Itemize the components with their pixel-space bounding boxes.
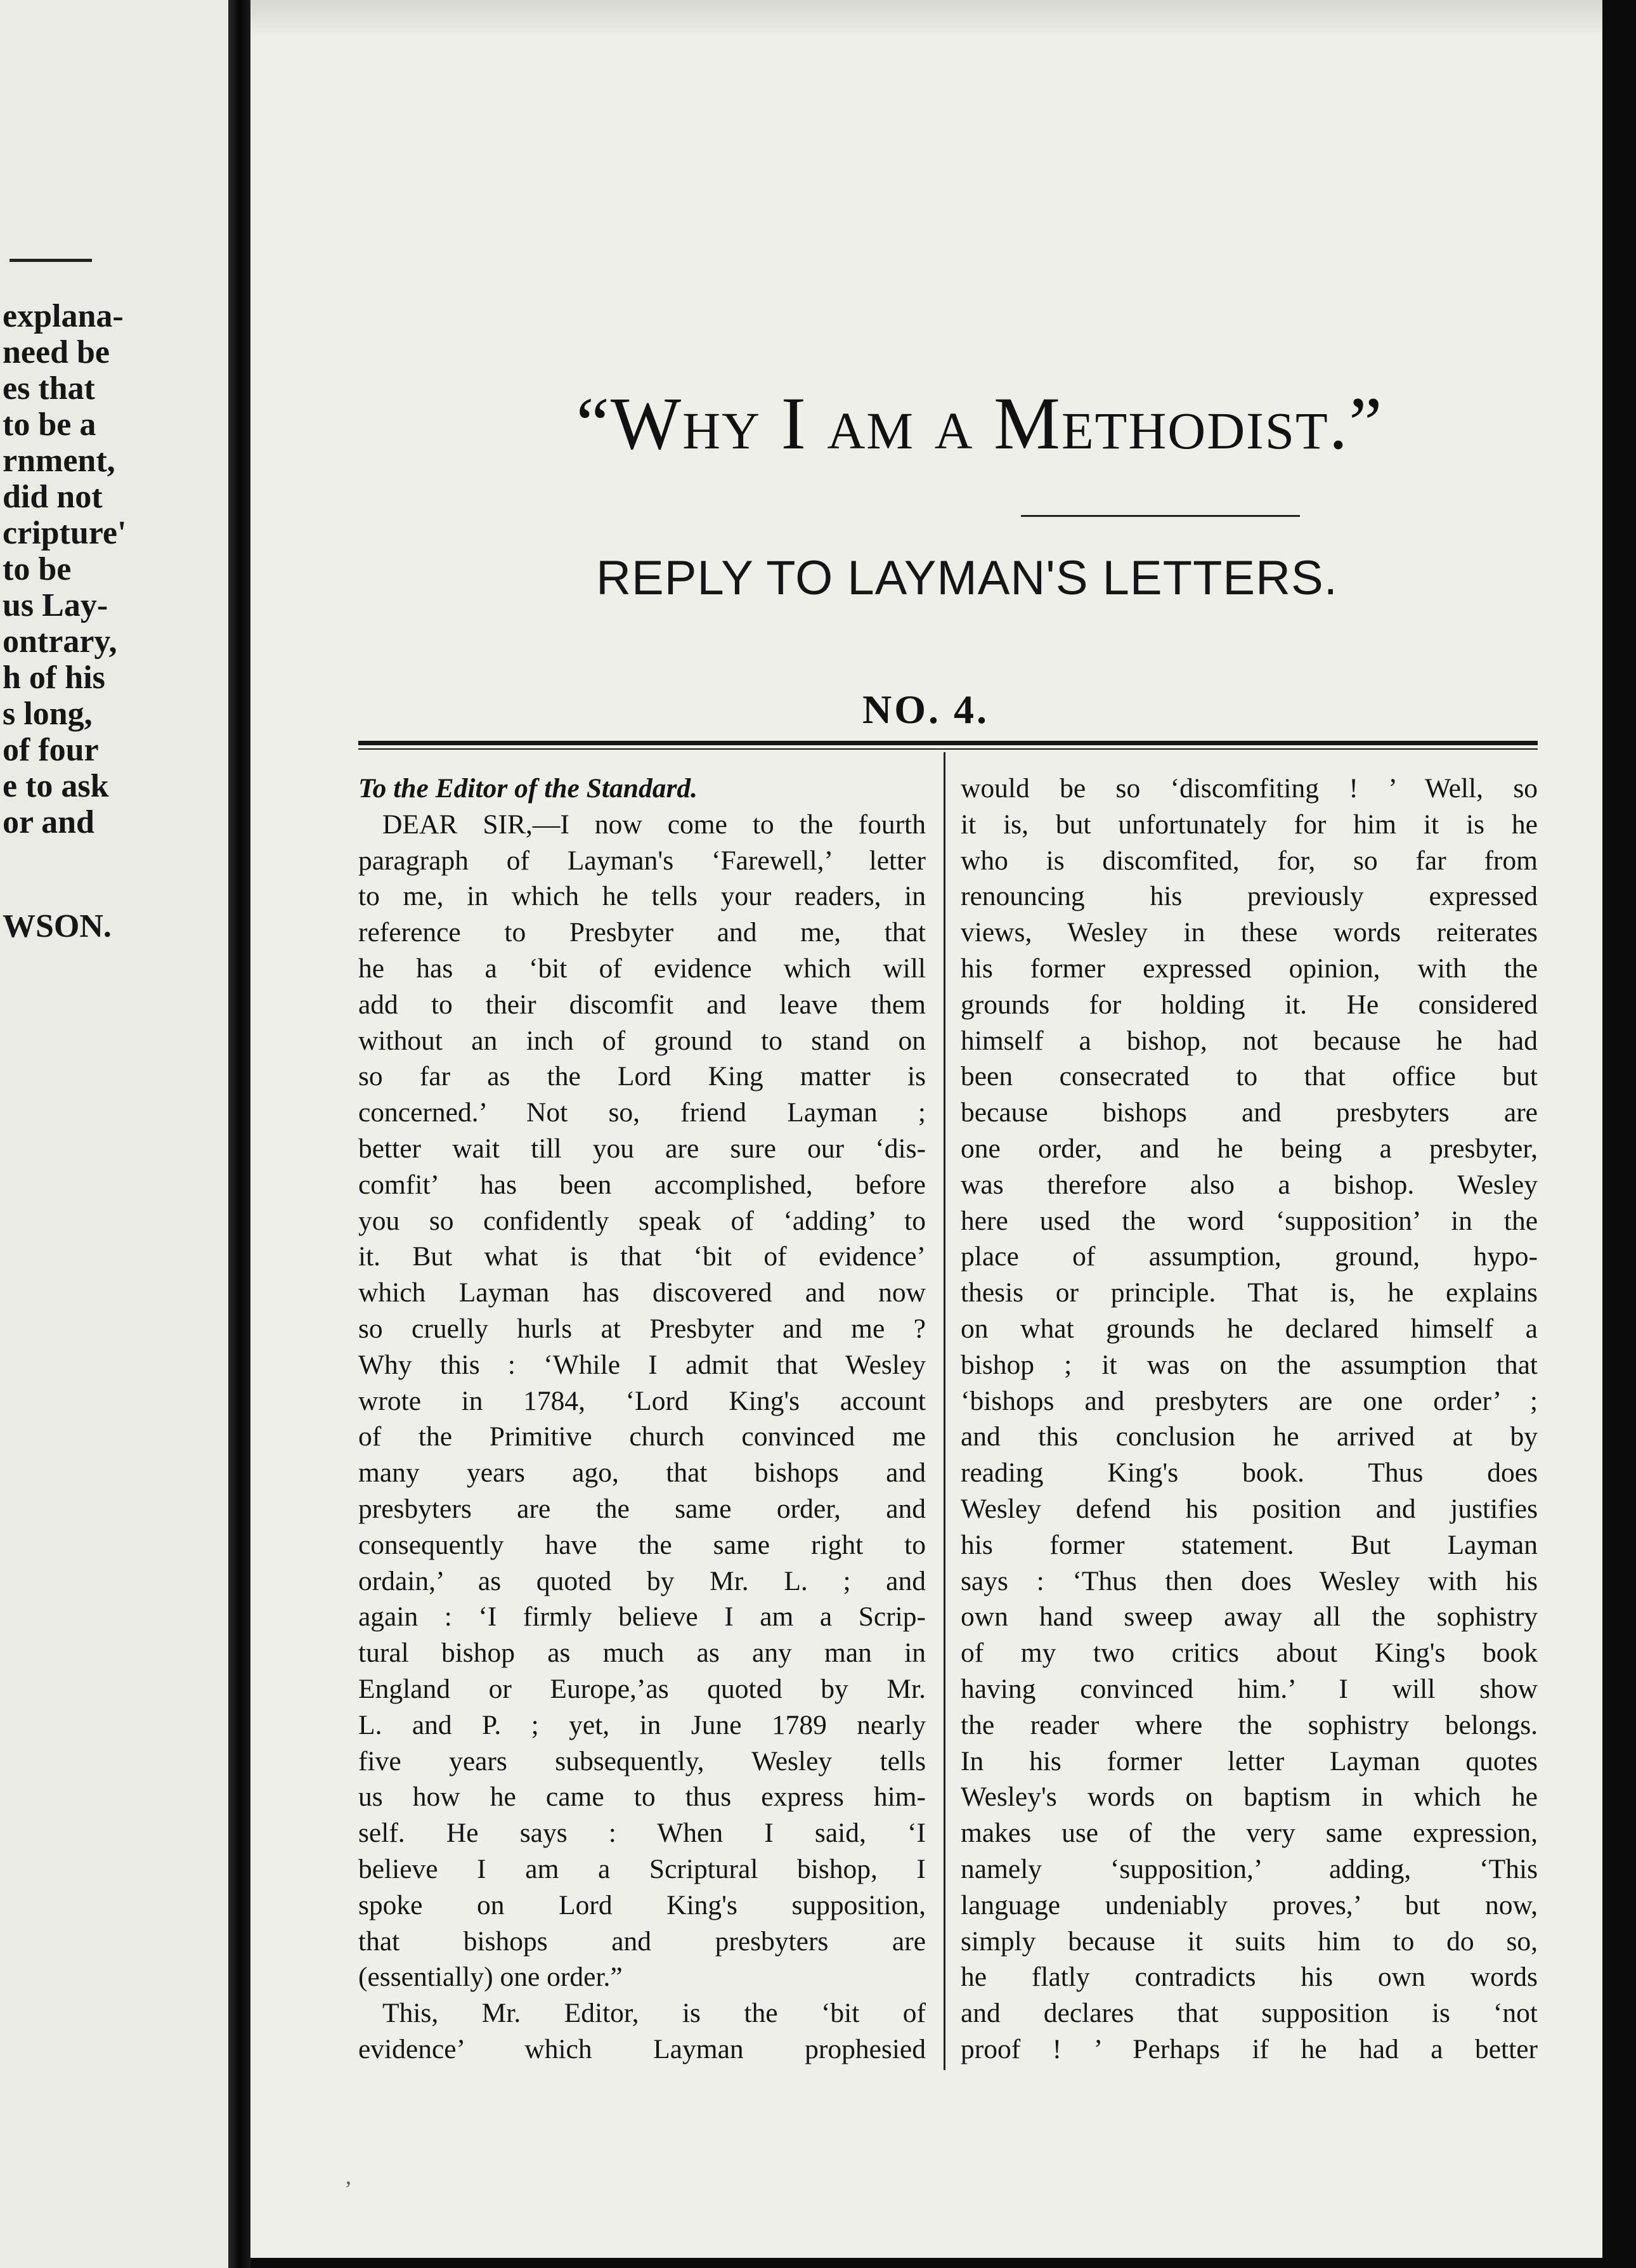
text-line: evidence’ which Layman prophesied: [358, 2033, 926, 2064]
previous-page-line: cripture': [3, 515, 127, 551]
column-divider: [944, 752, 945, 2070]
header-rule: [358, 741, 1538, 745]
text-line: of the Primitive church convinced me: [358, 1421, 926, 1452]
text-line: reference to Presbyter and me, that: [358, 917, 926, 948]
text-line: language undeniably proves,’ but now,: [961, 1889, 1538, 1920]
text-line: reading King's book. Thus does: [961, 1457, 1538, 1489]
text-line: that bishops and presbyters are: [358, 1926, 926, 1957]
text-line: was therefore also a bishop. Wesley: [961, 1169, 1538, 1200]
text-line: presbyters are the same order, and: [358, 1493, 926, 1524]
text-line: grounds for holding it. He considered: [961, 989, 1538, 1020]
letter-number: NO. 4.: [862, 687, 989, 732]
text-line: his former statement. But Layman: [961, 1529, 1538, 1560]
text-line: (essentially) one order.”: [358, 1962, 623, 1993]
text-line: bishop ; it was on the assumption that: [961, 1349, 1538, 1380]
text-line: DEAR SIR,—I now come to the fourth: [382, 809, 926, 840]
text-line: L. and P. ; yet, in June 1789 nearly: [358, 1709, 926, 1740]
text-line: simply because it suits him to do so,: [961, 1926, 1538, 1957]
text-line: you so confidently speak of ‘adding’ to: [358, 1205, 926, 1236]
text-line: us how he came to thus express him-: [358, 1782, 926, 1813]
text-line: on what grounds he declared himself a: [961, 1313, 1538, 1344]
text-line: many years ago, that bishops and: [358, 1457, 926, 1489]
text-line: spoke on Lord King's supposition,: [358, 1889, 926, 1920]
text-line: views, Wesley in these words reiterates: [961, 917, 1538, 948]
text-line: ‘bishops and presbyters are one order’ ;: [961, 1385, 1538, 1416]
right-column: [961, 771, 1538, 2068]
text-line: so cruelly hurls at Presbyter and me ?: [358, 1313, 926, 1344]
text-line: makes use of the very same expression,: [961, 1818, 1538, 1849]
text-line: been consecrated to that office but: [961, 1061, 1538, 1092]
text-line: and declares that supposition is ‘not: [961, 1998, 1538, 2029]
text-line: which Layman has discovered and now: [358, 1277, 926, 1308]
text-line: self. He says : When I said, ‘I: [358, 1818, 926, 1849]
text-line: having convinced him.’ I will show: [961, 1673, 1538, 1704]
text-line: so far as the Lord King matter is: [358, 1061, 926, 1092]
text-line: This, Mr. Editor, is the ‘bit of: [382, 1998, 926, 2029]
previous-page-line: or and: [3, 804, 94, 840]
text-line: consequently have the same right to: [358, 1529, 926, 1560]
text-line: who is discomfited, for, so far from: [961, 845, 1538, 876]
text-line: one order, and he being a presbyter,: [961, 1133, 1538, 1164]
text-line: add to their discomfit and leave them: [358, 989, 926, 1020]
text-line: ordain,’ as quoted by Mr. L. ; and: [358, 1565, 926, 1596]
text-line: wrote in 1784, ‘Lord King's account: [358, 1385, 926, 1416]
header-rule-thin: [358, 748, 1538, 750]
book-gutter: [228, 0, 250, 2268]
previous-page-line: to be a: [3, 407, 96, 443]
text-line: believe I am a Scriptural bishop, I: [358, 1853, 926, 1884]
text-line: himself a bishop, not because he had: [961, 1025, 1538, 1056]
text-line: own hand sweep away all the sophistry: [961, 1601, 1538, 1633]
text-line: tural bishop as much as any man in: [358, 1638, 926, 1669]
previous-page-line: s long,: [3, 696, 93, 732]
article-title: “Why I am a Methodist.”: [576, 382, 1384, 465]
text-line: proof ! ’ Perhaps if he had a better: [961, 2033, 1538, 2064]
previous-page-line: did not: [3, 479, 103, 515]
text-line: In his former letter Layman quotes: [961, 1745, 1538, 1776]
text-line: Wesley defend his position and justifies: [961, 1493, 1538, 1524]
text-line: would be so ‘discomfiting ! ’ Well, so: [961, 773, 1538, 804]
text-line: To the Editor of the Standard.: [358, 773, 698, 804]
text-line: Why this : ‘While I admit that Wesley: [358, 1349, 926, 1380]
previous-page-line: es that: [3, 370, 95, 407]
pencil-mark: ,: [346, 2163, 351, 2189]
text-line: it is, but unfortunately for him it is he: [961, 809, 1538, 840]
text-line: here used the word ‘supposition’ in the: [961, 1205, 1538, 1236]
text-line: it. But what is that ‘bit of evidence’: [358, 1241, 926, 1272]
previous-page-line: us Lay-: [3, 587, 108, 623]
previous-page-line: explana-: [3, 298, 124, 334]
previous-page-line: rnment,: [3, 443, 115, 479]
title-rule: [1021, 515, 1300, 517]
previous-page-fragment: [0, 0, 228, 2268]
text-line: Wesley's words on baptism in which he: [961, 1782, 1538, 1813]
text-line: he has a ‘bit of evidence which will: [358, 953, 926, 984]
text-line: the reader where the sophistry belongs.: [961, 1709, 1538, 1740]
previous-page-line: WSON.: [3, 908, 112, 944]
previous-page-line: of four: [3, 732, 99, 768]
text-line: because bishops and presbyters are: [961, 1097, 1538, 1128]
previous-page-line: e to ask: [3, 768, 109, 804]
previous-page-rule: [10, 259, 92, 262]
scan-border: [1602, 0, 1636, 2268]
text-line: concerned.’ Not so, friend Layman ;: [358, 1097, 926, 1128]
text-line: his former expressed opinion, with the: [961, 953, 1538, 984]
text-line: again : ‘I firmly believe I am a Scrip-: [358, 1601, 926, 1633]
text-line: five years subsequently, Wesley tells: [358, 1745, 926, 1776]
text-line: renouncing his previously expressed: [961, 881, 1538, 912]
text-line: thesis or principle. That is, he explains: [961, 1277, 1538, 1308]
text-line: England or Europe,’as quoted by Mr.: [358, 1673, 926, 1704]
article-page: [250, 0, 1602, 2258]
text-line: better wait till you are sure our ‘dis-: [358, 1133, 926, 1164]
text-line: he flatly contradicts his own words: [961, 1962, 1538, 1993]
text-line: of my two critics about King's book: [961, 1638, 1538, 1669]
text-line: comfit’ has been accomplished, before: [358, 1169, 926, 1200]
previous-page-line: to be: [3, 551, 72, 587]
previous-page-line: h of his: [3, 660, 105, 696]
text-line: place of assumption, ground, hypo-: [961, 1241, 1538, 1272]
text-line: says : ‘Thus then does Wesley with his: [961, 1565, 1538, 1596]
text-line: to me, in which he tells your readers, in: [358, 881, 926, 912]
article-subtitle: REPLY TO LAYMAN'S LETTERS.: [596, 551, 1338, 605]
text-line: paragraph of Layman's ‘Farewell,’ letter: [358, 845, 926, 876]
text-line: without an inch of ground to stand on: [358, 1025, 926, 1056]
text-line: namely ‘supposition,’ adding, ‘This: [961, 1853, 1538, 1884]
previous-page-line: ontrary,: [3, 623, 117, 660]
previous-page-line: need be: [3, 334, 110, 370]
left-column: [358, 771, 926, 2068]
text-line: and this conclusion he arrived at by: [961, 1421, 1538, 1452]
